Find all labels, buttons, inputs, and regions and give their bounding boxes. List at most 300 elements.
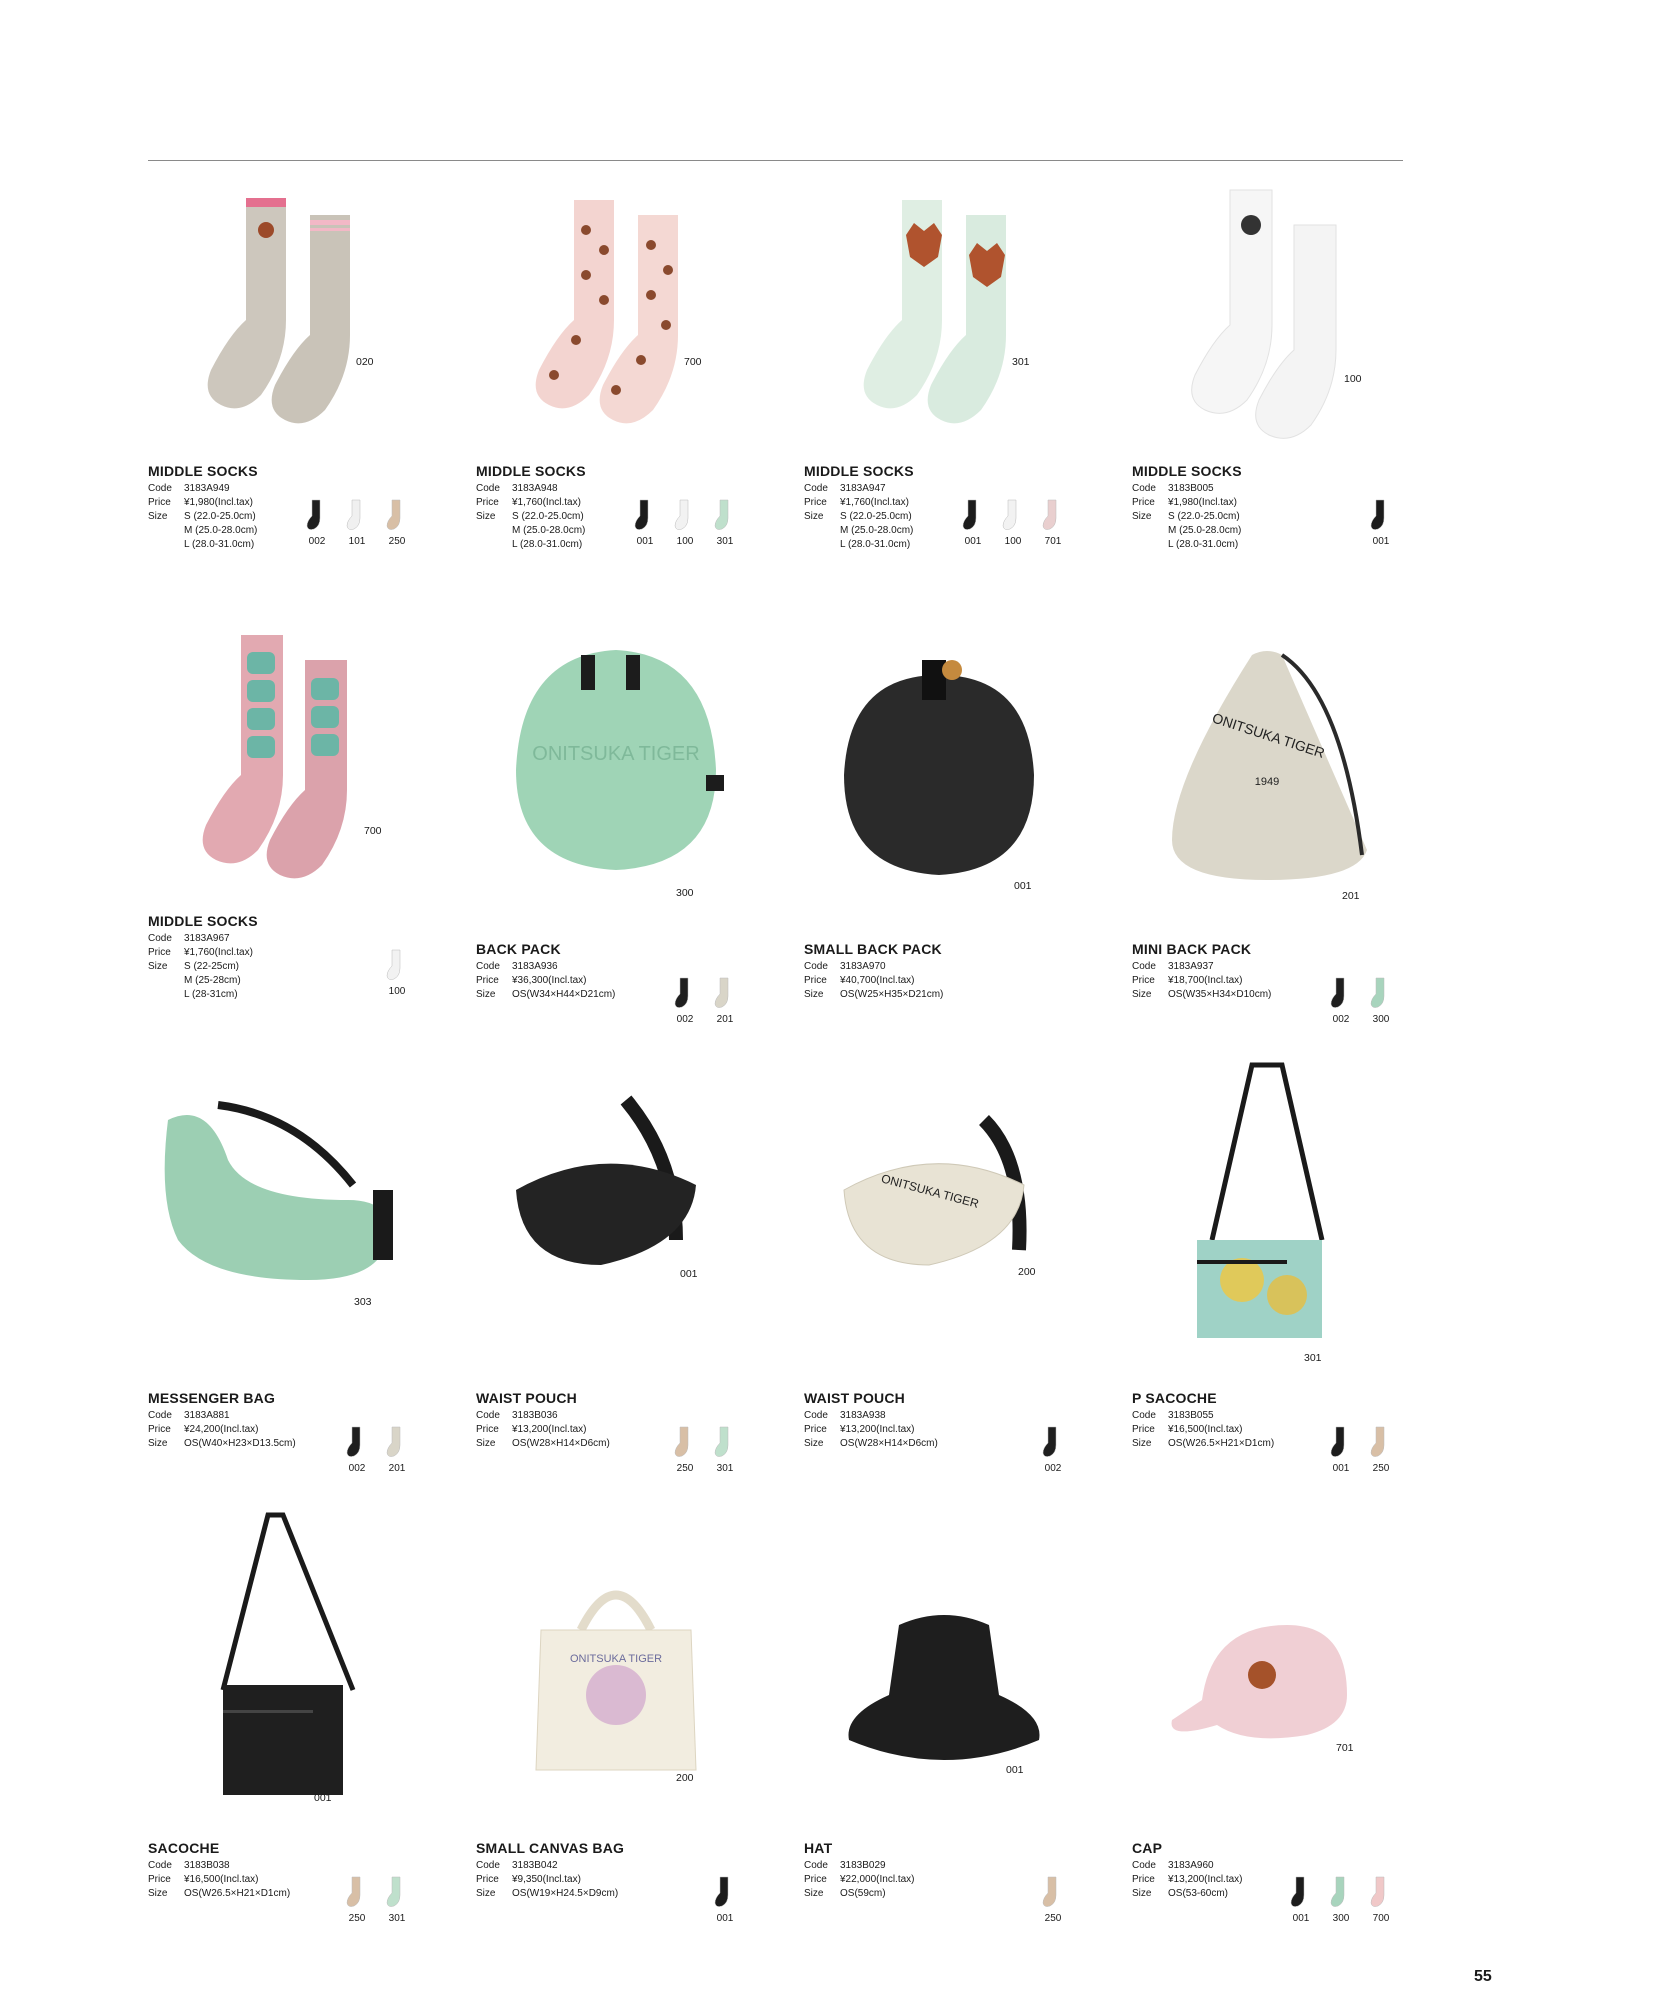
product-size-value: M (25.0-28.0cm): [840, 525, 914, 536]
swatch-thumbnail: [306, 498, 328, 532]
product-size-label: Size: [476, 511, 496, 522]
color-swatch: [306, 498, 328, 547]
swatch-color-code: 001: [636, 536, 654, 547]
product-price: [1132, 496, 1241, 510]
swatch-color-code: 300: [1372, 1014, 1390, 1025]
backpack-print: ONITSUKA TIGER: [532, 743, 700, 765]
product-code-value: 3183B029: [840, 1860, 886, 1871]
swatch-color-code: 250: [1372, 1463, 1390, 1474]
product-size-label: Size: [148, 961, 168, 972]
product-size: [1132, 988, 1271, 1002]
product-code-value: 3183A936: [512, 961, 558, 972]
product-price: [1132, 1423, 1274, 1437]
product-card: [1132, 1510, 1432, 1890]
product-size-value: OS(W28×H14×D6cm): [512, 1438, 610, 1449]
product-size-value: M (25.0-28.0cm): [1168, 525, 1242, 536]
product-name: MIDDLE SOCKS: [1132, 463, 1242, 479]
product-size-value: OS(W28×H14×D6cm): [840, 1438, 938, 1449]
product-price-value: ¥13,200(Incl.tax): [1168, 1874, 1243, 1885]
swatch-color-code: 101: [348, 536, 366, 547]
product-size-value: M (25.0-28.0cm): [512, 525, 586, 536]
product-price-label: Price: [804, 1424, 827, 1435]
color-swatch: [346, 1875, 368, 1924]
product-size: [148, 974, 253, 988]
product-name: SMALL CANVAS BAG: [476, 1840, 625, 1856]
product-price-label: Price: [476, 975, 499, 986]
product-code-label: Code: [476, 961, 500, 972]
product-photo-hat: [844, 1610, 1044, 1770]
swatch-thumbnail: [1330, 1875, 1352, 1909]
product-photo-backpack: [834, 655, 1044, 885]
product-code: [804, 1409, 938, 1423]
color-swatch: [1370, 498, 1392, 547]
product-price-value: ¥18,700(Incl.tax): [1168, 975, 1243, 986]
product-code-label: Code: [476, 1860, 500, 1871]
swatch-thumbnail: [1330, 1425, 1352, 1459]
product-specs: [1132, 960, 1271, 1002]
product-size: [804, 510, 913, 524]
product-size: [804, 1887, 915, 1901]
product-code-value: 3183A948: [512, 483, 558, 494]
product-code: [148, 932, 253, 946]
product-code-value: 3183B042: [512, 1860, 558, 1871]
product-name: MIDDLE SOCKS: [476, 463, 586, 479]
product-size-label: Size: [476, 1438, 496, 1449]
color-swatch: [1002, 498, 1024, 547]
swatch-thumbnail: [1002, 498, 1024, 532]
product-price-label: Price: [804, 1874, 827, 1885]
product-code-value: 3183A949: [184, 483, 230, 494]
swatch-thumbnail: [674, 1425, 696, 1459]
product-code-label: Code: [804, 1410, 828, 1421]
product-card: [476, 1510, 776, 1890]
swatch-color-code: 100: [388, 986, 406, 997]
product-size-value: L (28.0-31.0cm): [184, 539, 255, 550]
swatch-thumbnail: [386, 1425, 408, 1459]
product-size: [148, 1887, 290, 1901]
product-code-label: Code: [148, 1410, 172, 1421]
swatch-thumbnail: [1042, 1425, 1064, 1459]
product-code: [148, 1859, 290, 1873]
swatch-color-code: 701: [1044, 536, 1062, 547]
product-size: [476, 1437, 610, 1451]
swatch-thumbnail: [386, 1875, 408, 1909]
product-price-value: ¥1,760(Incl.tax): [512, 497, 581, 508]
image-color-code: 200: [1018, 1266, 1036, 1278]
product-price-value: ¥1,760(Incl.tax): [184, 947, 253, 958]
product-specs: [1132, 482, 1241, 552]
color-swatch: [674, 976, 696, 1025]
product-size-label: Size: [804, 511, 824, 522]
image-color-code: 301: [1012, 356, 1030, 368]
product-name: MIDDLE SOCKS: [804, 463, 914, 479]
product-code-label: Code: [804, 961, 828, 972]
product-size-value: OS(W26.5×H21×D1cm): [184, 1888, 291, 1899]
product-code-label: Code: [148, 1860, 172, 1871]
color-swatch: [386, 948, 408, 997]
color-swatch: [1042, 1425, 1064, 1474]
product-size-value: OS(W35×H34×D10cm): [1168, 989, 1272, 1000]
product-size: [476, 988, 615, 1002]
product-price-value: ¥22,000(Incl.tax): [840, 1874, 915, 1885]
canvas-bag-print: ONITSUKA TIGER: [569, 1653, 663, 1665]
product-code-label: Code: [804, 1860, 828, 1871]
swatch-color-code: 100: [1004, 536, 1022, 547]
product-name: BACK PACK: [476, 941, 561, 957]
product-price: [148, 1423, 296, 1437]
swatch-thumbnail: [634, 498, 656, 532]
product-code-value: 3183B038: [184, 1860, 230, 1871]
product-size-label: Size: [148, 1438, 168, 1449]
product-name: P SACOCHE: [1132, 1390, 1217, 1406]
product-size-value: L (28.0-31.0cm): [512, 539, 583, 550]
product-code: [476, 960, 615, 974]
product-code-value: 3183A881: [184, 1410, 230, 1421]
product-price: [804, 496, 913, 510]
product-card: [148, 1510, 448, 1890]
product-size: [148, 538, 257, 552]
product-price: [1132, 974, 1271, 988]
product-size-label: Size: [804, 1438, 824, 1449]
product-code-label: Code: [804, 483, 828, 494]
image-color-code: 700: [364, 825, 382, 837]
product-price-value: ¥40,700(Incl.tax): [840, 975, 915, 986]
swatch-color-code: 001: [964, 536, 982, 547]
product-price-label: Price: [148, 1424, 171, 1435]
swatch-color-code: 300: [1332, 1913, 1350, 1924]
product-price-value: ¥16,500(Incl.tax): [1168, 1424, 1243, 1435]
swatch-color-code: 002: [348, 1463, 366, 1474]
product-price-label: Price: [1132, 497, 1155, 508]
product-size: [476, 1887, 618, 1901]
product-size: [148, 988, 253, 1002]
product-code-value: 3183A970: [840, 961, 886, 972]
product-price: [804, 974, 943, 988]
product-size-value: OS(W25×H35×D21cm): [840, 989, 944, 1000]
color-swatch: [1290, 1875, 1312, 1924]
product-photo-socks: [173, 630, 373, 890]
product-size: [1132, 510, 1241, 524]
image-color-code: 001: [680, 1268, 698, 1280]
product-code-label: Code: [476, 483, 500, 494]
image-color-code: 001: [1006, 1764, 1024, 1776]
product-price: [476, 974, 615, 988]
product-photo-messenger-bag: [158, 1100, 408, 1310]
image-color-code: 020: [356, 356, 374, 368]
product-size-value: L (28.0-31.0cm): [1168, 539, 1239, 550]
product-size-label: Size: [1132, 989, 1152, 1000]
swatch-color-code: 301: [388, 1913, 406, 1924]
color-swatch: [386, 1425, 408, 1474]
swatch-thumbnail: [1042, 498, 1064, 532]
swatch-color-code: 700: [1372, 1913, 1390, 1924]
product-size-value: OS(W40×H23×D13.5cm): [184, 1438, 296, 1449]
product-size: [804, 988, 943, 1002]
product-name: MESSENGER BAG: [148, 1390, 276, 1406]
product-code-label: Code: [1132, 961, 1156, 972]
product-price-value: ¥1,980(Incl.tax): [1168, 497, 1237, 508]
swatch-color-code: 002: [1332, 1014, 1350, 1025]
product-code: [1132, 960, 1271, 974]
swatch-color-code: 001: [716, 1913, 734, 1924]
product-size-value: S (22-25cm): [184, 961, 240, 972]
swatch-thumbnail: [714, 976, 736, 1010]
product-code-label: Code: [1132, 483, 1156, 494]
product-price-label: Price: [804, 497, 827, 508]
swatch-thumbnail: [346, 498, 368, 532]
product-price-value: ¥24,200(Incl.tax): [184, 1424, 259, 1435]
image-color-code: 303: [354, 1296, 372, 1308]
product-size-label: Size: [148, 1888, 168, 1899]
swatch-color-code: 002: [676, 1014, 694, 1025]
product-photo-socks: [1172, 185, 1372, 440]
product-code-label: Code: [148, 933, 172, 944]
backpack-print-year: 1949: [1254, 776, 1280, 788]
product-name: HAT: [804, 1840, 833, 1856]
product-code: [804, 482, 913, 496]
product-photo-waist-pouch: [506, 1090, 726, 1290]
product-specs: [148, 1409, 296, 1451]
image-color-code: 001: [314, 1792, 332, 1804]
product-code: [476, 1409, 610, 1423]
product-size: [1132, 1887, 1243, 1901]
color-swatch: [714, 976, 736, 1025]
swatch-thumbnail: [1370, 1425, 1392, 1459]
product-size: [804, 538, 913, 552]
product-size-value: M (25.0-28.0cm): [184, 525, 258, 536]
swatch-color-code: 002: [308, 536, 326, 547]
product-price: [476, 496, 585, 510]
product-specs: [804, 1409, 938, 1451]
color-swatch: [674, 498, 696, 547]
image-color-code: 201: [1342, 890, 1360, 902]
product-size-value: L (28-31cm): [184, 989, 238, 1000]
swatch-color-code: 201: [716, 1014, 734, 1025]
swatch-thumbnail: [1370, 1875, 1392, 1909]
color-swatch: [386, 1875, 408, 1924]
product-code: [1132, 482, 1241, 496]
product-specs: [148, 482, 257, 552]
product-size: [1132, 524, 1241, 538]
product-size-value: OS(W26.5×H21×D1cm): [1168, 1438, 1275, 1449]
product-specs: [476, 960, 615, 1002]
product-price-value: ¥1,760(Incl.tax): [840, 497, 909, 508]
color-swatch: [1042, 498, 1064, 547]
color-swatch: [714, 1425, 736, 1474]
pouch-print: ONITSUKA TIGER: [879, 1171, 981, 1211]
product-code-label: Code: [476, 1410, 500, 1421]
swatch-color-code: 001: [1372, 536, 1390, 547]
product-size-label: Size: [804, 989, 824, 1000]
swatch-color-code: 250: [348, 1913, 366, 1924]
product-size-value: OS(53-60cm): [1168, 1888, 1229, 1899]
color-swatch: [714, 1875, 736, 1924]
product-specs: [1132, 1409, 1274, 1451]
product-size: [476, 538, 585, 552]
product-code-value: 3183A967: [184, 933, 230, 944]
color-swatch: [962, 498, 984, 547]
product-code-label: Code: [148, 483, 172, 494]
product-specs: [804, 960, 943, 1002]
product-photo-waist-pouch: [834, 1110, 1054, 1290]
product-price-label: Price: [1132, 1874, 1155, 1885]
product-name: SMALL BACK PACK: [804, 941, 942, 957]
image-color-code: 200: [676, 1772, 694, 1784]
product-code: [476, 482, 585, 496]
product-price: [804, 1423, 938, 1437]
color-swatch: [386, 498, 408, 547]
swatch-thumbnail: [346, 1425, 368, 1459]
product-photo-sacoche: [213, 1510, 373, 1800]
color-swatch: [1042, 1875, 1064, 1924]
product-price-label: Price: [148, 1874, 171, 1885]
product-size: [804, 1437, 938, 1451]
swatch-color-code: 001: [1332, 1463, 1350, 1474]
product-price-label: Price: [1132, 975, 1155, 986]
product-size-value: L (28.0-31.0cm): [840, 539, 911, 550]
swatch-thumbnail: [714, 1875, 736, 1909]
swatch-color-code: 301: [716, 1463, 734, 1474]
product-name: MINI BACK PACK: [1132, 941, 1252, 957]
backpack-print: ONITSUKA TIGER: [1210, 709, 1327, 761]
color-swatch: [674, 1425, 696, 1474]
product-code: [148, 1409, 296, 1423]
swatch-thumbnail: [962, 498, 984, 532]
product-code-label: Code: [1132, 1410, 1156, 1421]
product-name: MIDDLE SOCKS: [148, 463, 258, 479]
product-code: [804, 1859, 915, 1873]
product-photo-backpack: [1167, 645, 1377, 885]
color-swatch: [1370, 1425, 1392, 1474]
product-photo-canvas-bag: [521, 1570, 711, 1780]
product-price: [148, 946, 253, 960]
product-price-label: Price: [148, 947, 171, 958]
product-specs: [148, 1859, 290, 1901]
color-swatch: [634, 498, 656, 547]
swatch-color-code: 100: [676, 536, 694, 547]
product-size-value: M (25-28cm): [184, 975, 241, 986]
product-size-value: OS(W19×H24.5×D9cm): [512, 1888, 619, 1899]
product-price: [148, 496, 257, 510]
color-swatch: [1330, 1875, 1352, 1924]
color-swatch: [714, 498, 736, 547]
product-code: [476, 1859, 618, 1873]
product-price-label: Price: [1132, 1424, 1155, 1435]
product-code: [148, 482, 257, 496]
swatch-thumbnail: [714, 498, 736, 532]
product-size: [148, 524, 257, 538]
product-size-label: Size: [1132, 1888, 1152, 1899]
swatch-thumbnail: [386, 498, 408, 532]
swatch-color-code: 201: [388, 1463, 406, 1474]
product-price: [476, 1423, 610, 1437]
swatch-thumbnail: [1370, 976, 1392, 1010]
product-price-value: ¥13,200(Incl.tax): [512, 1424, 587, 1435]
product-photo-socks: [188, 190, 388, 425]
product-code: [1132, 1859, 1243, 1873]
color-swatch: [1330, 976, 1352, 1025]
product-price-value: ¥36,300(Incl.tax): [512, 975, 587, 986]
product-specs: [476, 482, 585, 552]
swatch-color-code: 002: [1044, 1463, 1062, 1474]
product-size: [1132, 538, 1241, 552]
swatch-thumbnail: [674, 976, 696, 1010]
product-code-value: 3183B005: [1168, 483, 1214, 494]
image-color-code: 001: [1014, 880, 1032, 892]
product-specs: [804, 482, 913, 552]
product-size-value: S (22.0-25.0cm): [184, 511, 256, 522]
image-color-code: 701: [1336, 1742, 1354, 1754]
product-size-value: S (22.0-25.0cm): [1168, 511, 1240, 522]
product-size: [804, 524, 913, 538]
product-code: [1132, 1409, 1274, 1423]
swatch-color-code: 001: [1292, 1913, 1310, 1924]
product-code-value: 3183A960: [1168, 1860, 1214, 1871]
swatch-thumbnail: [714, 1425, 736, 1459]
product-size-label: Size: [476, 989, 496, 1000]
product-size-value: S (22.0-25.0cm): [840, 511, 912, 522]
product-name: SACOCHE: [148, 1840, 220, 1856]
product-price-label: Price: [476, 1424, 499, 1435]
swatch-color-code: 250: [676, 1463, 694, 1474]
product-size: [1132, 1437, 1274, 1451]
product-photo-backpack: [506, 635, 726, 885]
image-color-code: 700: [684, 356, 702, 368]
top-rule: [148, 160, 1403, 161]
image-color-code: 300: [676, 887, 694, 899]
product-name: CAP: [1132, 1840, 1163, 1856]
product-price-value: ¥1,980(Incl.tax): [184, 497, 253, 508]
product-code-label: Code: [1132, 1860, 1156, 1871]
product-price: [148, 1873, 290, 1887]
product-specs: [804, 1859, 915, 1901]
product-price-value: ¥9,350(Incl.tax): [512, 1874, 581, 1885]
product-price-label: Price: [148, 497, 171, 508]
product-photo-socks: [516, 190, 716, 425]
product-size-value: S (22.0-25.0cm): [512, 511, 584, 522]
product-name: MIDDLE SOCKS: [148, 913, 258, 929]
image-color-code: 301: [1304, 1352, 1322, 1364]
product-size-label: Size: [148, 511, 168, 522]
image-color-code: 100: [1344, 373, 1362, 385]
swatch-thumbnail: [1290, 1875, 1312, 1909]
product-price: [804, 1873, 915, 1887]
product-card: [804, 1510, 1104, 1890]
product-price: [476, 1873, 618, 1887]
product-size: [476, 510, 585, 524]
product-code-value: 3183B055: [1168, 1410, 1214, 1421]
product-size-label: Size: [804, 1888, 824, 1899]
product-size-label: Size: [476, 1888, 496, 1899]
swatch-color-code: 250: [388, 536, 406, 547]
product-size-value: OS(W34×H44×D21cm): [512, 989, 616, 1000]
product-code-value: 3183A938: [840, 1410, 886, 1421]
product-specs: [1132, 1859, 1243, 1901]
color-swatch: [1370, 976, 1392, 1025]
product-name: WAIST POUCH: [804, 1390, 905, 1406]
color-swatch: [1370, 1875, 1392, 1924]
product-size: [148, 960, 253, 974]
color-swatch: [1330, 1425, 1352, 1474]
product-code-value: 3183B036: [512, 1410, 558, 1421]
swatch-color-code: 250: [1044, 1913, 1062, 1924]
product-code-value: 3183A947: [840, 483, 886, 494]
product-code: [804, 960, 943, 974]
product-price-label: Price: [804, 975, 827, 986]
page-number: 55: [1474, 1968, 1492, 1985]
product-photo-socks: [844, 190, 1044, 425]
swatch-thumbnail: [674, 498, 696, 532]
